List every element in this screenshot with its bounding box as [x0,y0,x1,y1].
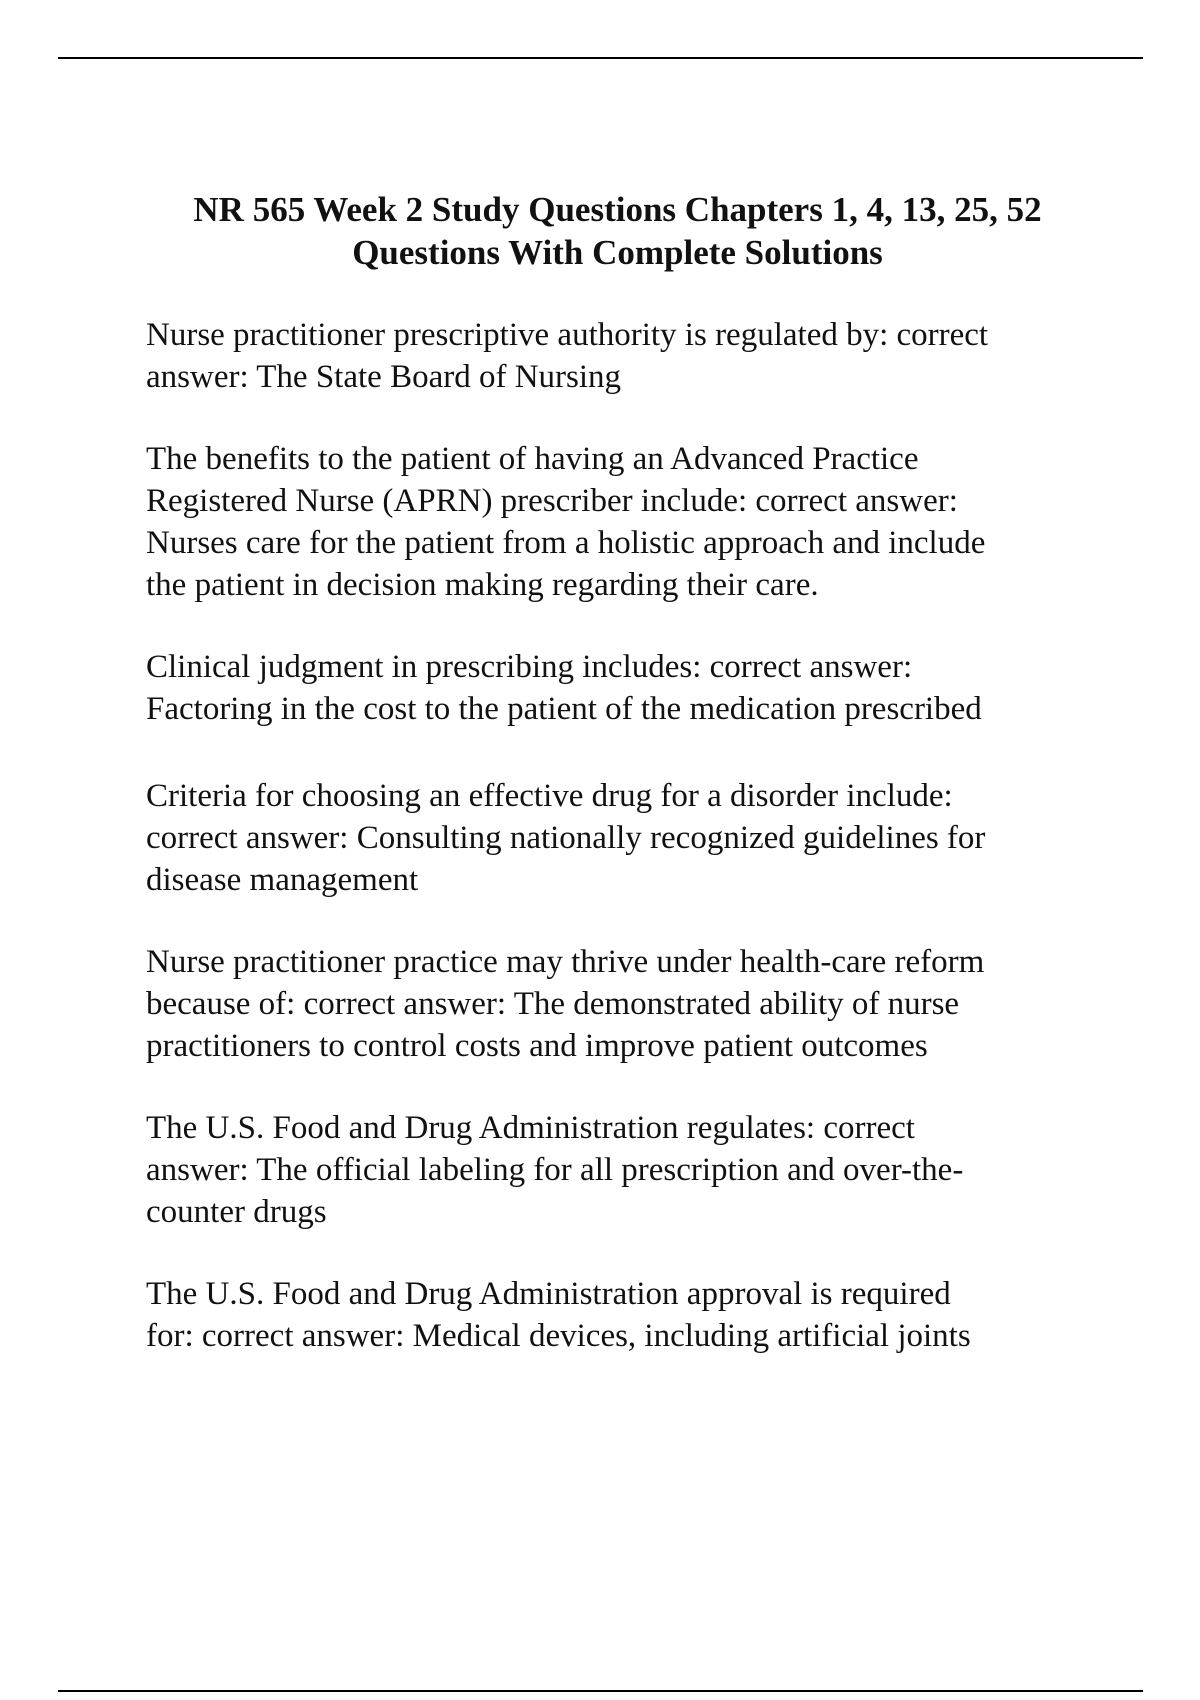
document-title [120,188,1115,274]
qa-line: practitioners to control costs and improve patient outcomes [146,1028,928,1064]
qa-line: Nurses care for the patient from a holistic approach and include [146,525,986,561]
qa-line: correct answer: Consulting nationally recognized guidelines for [146,820,986,856]
qa-item [146,314,1146,398]
qa-line: The benefits to the patient of having an Advanced Practice [146,441,919,477]
qa-line: Criteria for choosing an effective drug for a disorder include: [146,778,953,814]
qa-item [146,775,1146,901]
top-rule [58,57,1143,59]
qa-item [146,1107,1146,1233]
qa-line: Factoring in the cost to the patient of the medication prescribed [146,691,982,727]
qa-line: for: correct answer: Medical devices, including artificial joints [146,1318,971,1354]
qa-line: Nurse practitioner prescriptive authority is regulated by: correct [146,317,989,353]
qa-line: answer: The official labeling for all prescription and over-the- [146,1152,964,1188]
qa-line: disease management [146,862,419,898]
qa-item [146,1273,1146,1357]
title-line: Questions With Complete Solutions [352,233,883,272]
title-line: NR 565 Week 2 Study Questions Chapters 1, 4, 13, 25, 52 [193,190,1042,229]
qa-item [146,941,1146,1067]
qa-item [146,438,1146,606]
qa-line: because of: correct answer: The demonstrated ability of nurse [146,986,960,1022]
qa-line: The U.S. Food and Drug Administration approval is required [146,1276,951,1312]
qa-item [146,646,1146,730]
qa-line: the patient in decision making regarding their care. [146,567,819,603]
qa-line: Clinical judgment in prescribing includes: correct answer: [146,649,913,685]
qa-line: answer: The State Board of Nursing [146,359,622,395]
qa-line: Nurse practitioner practice may thrive under health-care reform [146,944,985,980]
qa-line: counter drugs [146,1194,327,1230]
bottom-rule [58,1690,1143,1692]
qa-line: Registered Nurse (APRN) prescriber include: correct answer: [146,483,958,519]
qa-line: The U.S. Food and Drug Administration regulates: correct [146,1110,915,1146]
